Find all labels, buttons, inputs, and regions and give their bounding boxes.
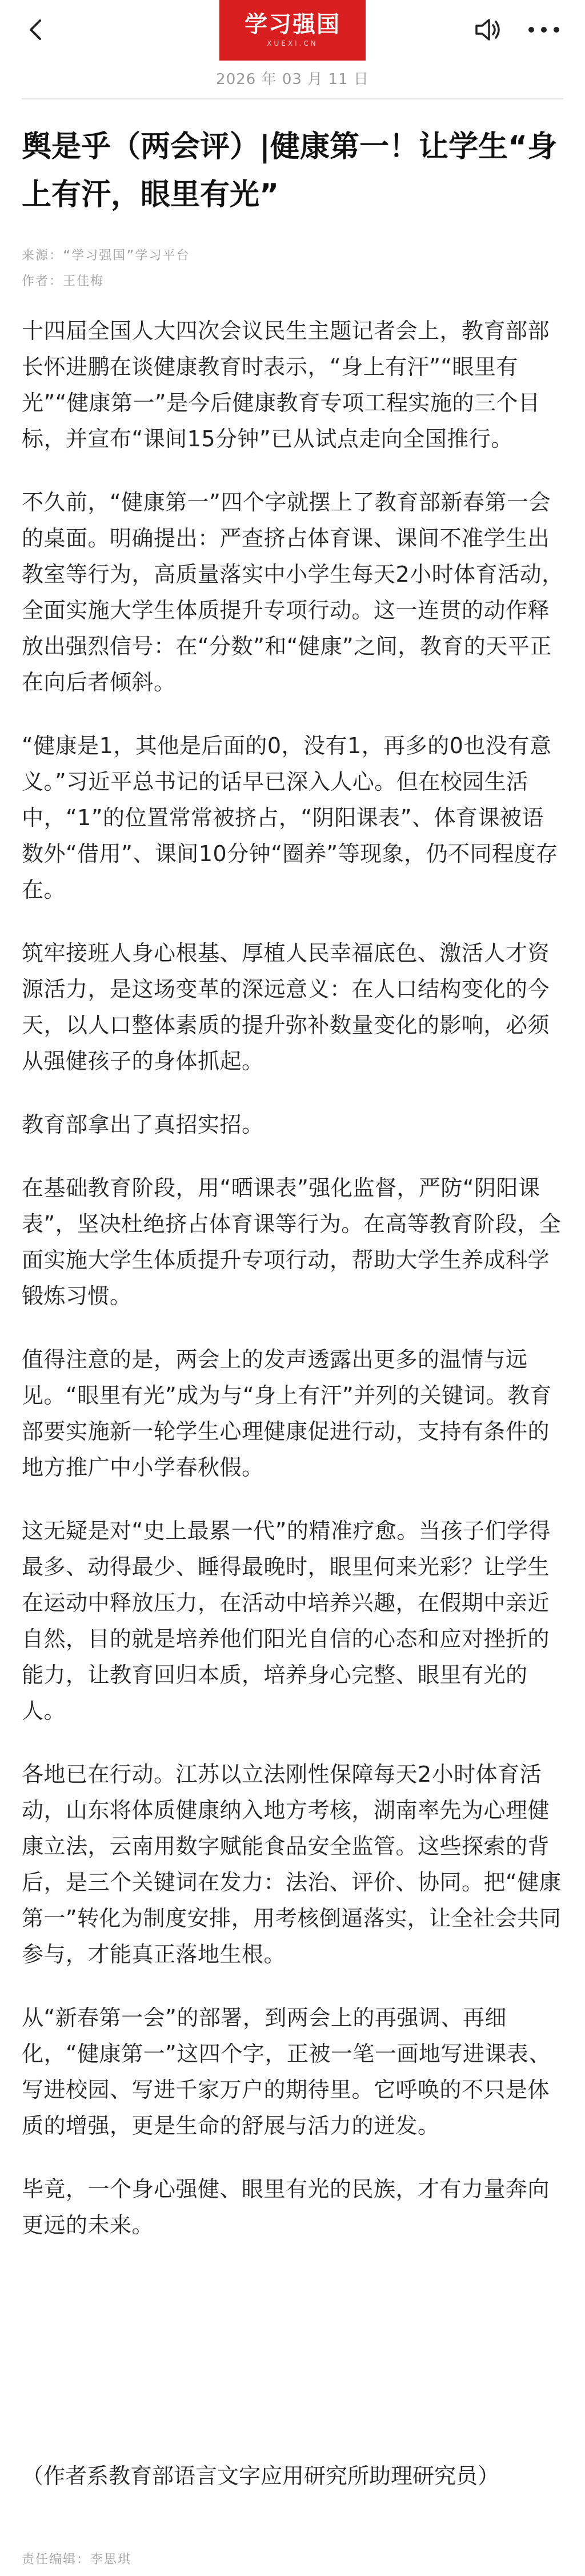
article-author: 作者：王佳梅 — [22, 274, 105, 289]
paragraph: 从“新春第一会”的部署，到两会上的再强调、再细化，“健康第一”这四个字，正被一笔一画地写进课表、写进校园、写进千家万户的期待里。它呼唤的不只是体质的增强，更是生命的舒展与活力的迸发。 — [22, 2005, 551, 2138]
responsible-editor: 责任编辑：李思琪 — [22, 2553, 132, 2567]
author-note: （作者系教育部语言文字应用研究所助理研究员） — [22, 2463, 500, 2489]
paragraph: 毕竟，一个身心强健、眼里有光的民族，才有力量奔向更远的未来。 — [22, 2177, 550, 2238]
back-arrow-icon[interactable] — [24, 17, 49, 42]
paragraph: 在基础教育阶段，用“晒课表”强化监督，严防“阴阳课表”，坚决杜绝挤占体育课等行为。在高等教育阶段，全面实施大学生体质提升专项行动，帮助大学生养成科学锻炼习惯。 — [22, 1175, 562, 1309]
paragraph: 教育部拿出了真招实招。 — [22, 1112, 264, 1137]
paragraph: 十四届全国人大四次会议民生主题记者会上，教育部部长怀进鹏在谈健康教育时表示，“身上有汗”“眼里有光”“健康第一”是今后健康教育专项工程实施的三个目标，并宣布“课间15分钟”已从试点走向全国推行。 — [22, 318, 550, 451]
speaker-icon[interactable] — [474, 17, 503, 42]
paragraph: 值得注意的是，两会上的发声透露出更多的温情与远见。“眼里有光”成为与“身上有汗”并列的关键词。教育部要实施新一轮学生心理健康促进行动，支持有条件的地方推广中小学春秋假。 — [22, 1347, 552, 1480]
more-options-icon[interactable] — [526, 17, 562, 42]
publish-date: 2026 年 03 月 11 日 — [216, 71, 369, 88]
paragraph: 各地已在行动。江苏以立法刚性保障每天2小时体育活动，山东将体质健康纳入地方考核，湖南率先为心理健康立法，云南用数字赋能食品安全监管。这些探索的背后，是三个关键词在发力：法治、评价、协同。把“健康第一”转化为制度安排，用考核倒逼落实，让全社会共同参与，才能真正落地生根。 — [22, 1762, 562, 1967]
article-title: 舆是乎（两会评）|健康第一！让学生“身上有汗，眼里有光” — [22, 130, 558, 212]
article-source: 来源：“学习强国”学习平台 — [22, 249, 190, 263]
paragraph: “健康是1，其他是后面的0，没有1，再多的0也没有意义。”习近平总书记的话早已深入人心。但在校园生活中，“1”的位置常常被挤占，“阴阳课表”、体育课被语数外“借用”、课间10分钟“圈养”等现象，仍不同程度存在。 — [22, 733, 558, 902]
xuexi-logo: 学习强国 XUEXI.CN — [219, 0, 366, 61]
paragraph: 筑牢接班人身心根基、厚植人民幸福底色、激活人才资源活力，是这场变革的深远意义：在人口结构变化的今天，以人口整体素质的提升弥补数量变化的影响，必须从强健孩子的身体抓起。 — [22, 941, 550, 1074]
header-divider — [22, 98, 563, 99]
paragraph: 这无疑是对“史上最累一代”的精准疗愈。当孩子们学得最多、动得最少、睡得最晚时，眼里何来光彩？让学生在运动中释放压力，在活动中培养兴趣，在假期中亲近自然，目的就是培养他们阳光自信的心态和应对挫折的能力，让教育回归本质，培养身心完整、眼里有光的人。 — [22, 1518, 551, 1723]
article-body — [22, 313, 566, 2271]
paragraph: 不久前，“健康第一”四个字就摆上了教育部新春第一会的桌面。明确提出：严查挤占体育课、课间不准学生出教室等行为，高质量落实中小学生每天2小时体育活动，全面实施大学生体质提升专项行动。这一连贯的动作释放出强烈信号：在“分数”和“健康”之间，教育的天平正在向后者倾斜。 — [22, 490, 564, 695]
top-bar — [0, 0, 585, 62]
